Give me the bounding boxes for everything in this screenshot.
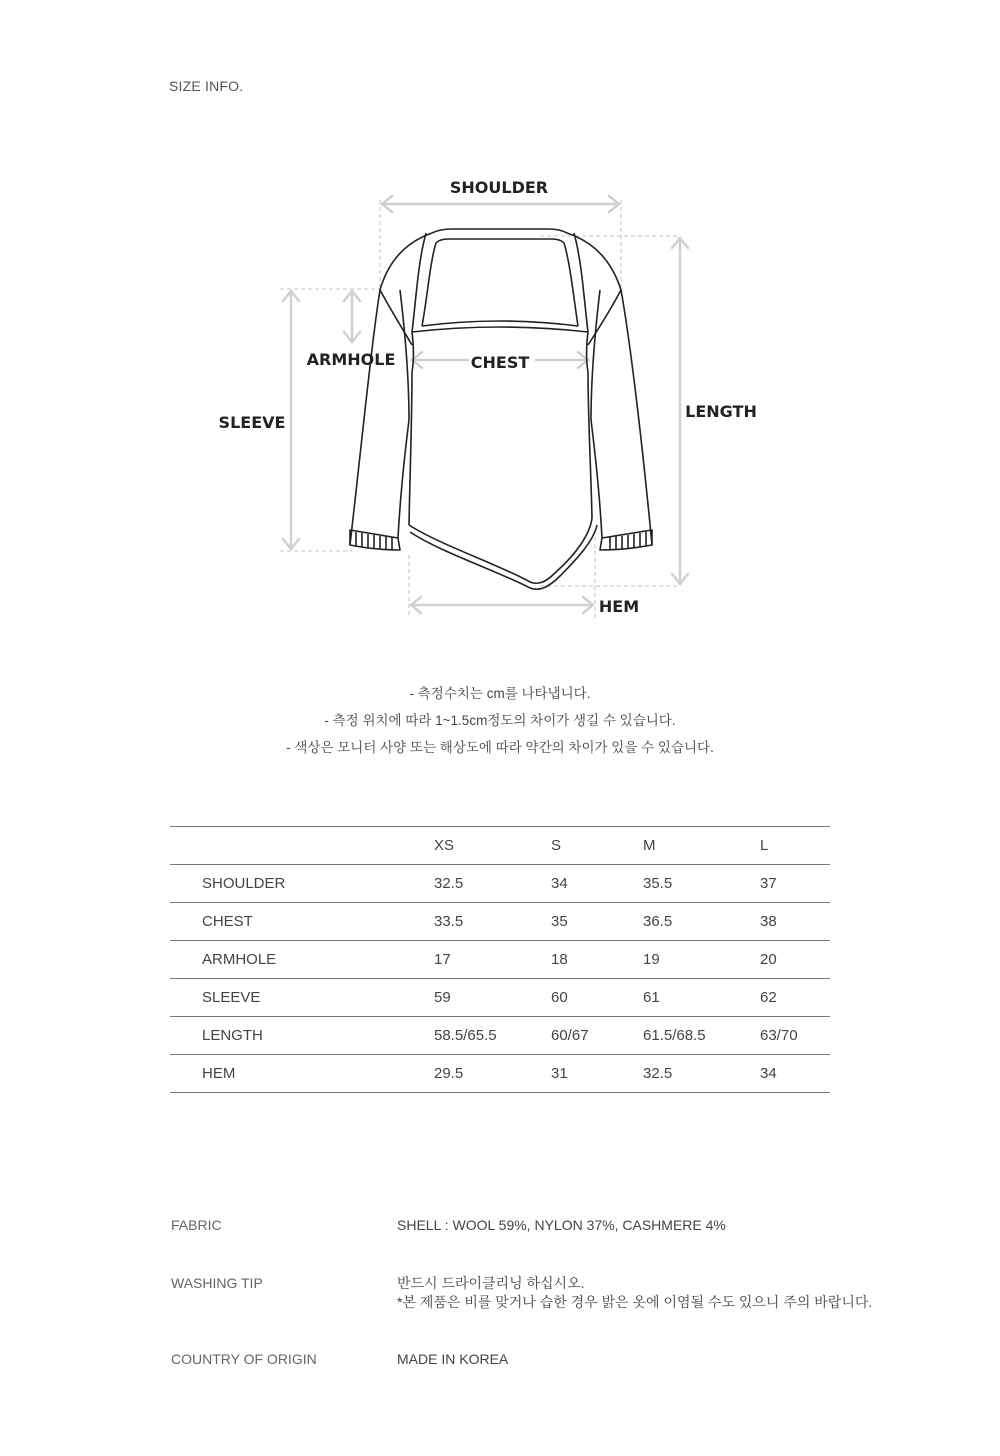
table-cell: 59 [434, 979, 551, 1017]
origin-label: COUNTRY OF ORIGIN [171, 1351, 317, 1367]
table-cell: 31 [551, 1055, 643, 1093]
washing-tip-line-1: 반드시 드라이클리닝 하십시오. [397, 1275, 585, 1291]
armhole-arrow [344, 291, 360, 342]
row-label: SLEEVE [170, 979, 434, 1017]
table-cell: 60 [551, 979, 643, 1017]
guide-lines [280, 200, 680, 618]
section-title: SIZE INFO. [169, 78, 244, 94]
table-cell: 61.5/68.5 [643, 1017, 760, 1055]
table-cell: 37 [760, 865, 830, 903]
header-cell: M [643, 827, 760, 865]
table-row [170, 865, 830, 903]
label-sleeve: SLEEVE [218, 413, 286, 432]
table-cell: 34 [760, 1055, 830, 1093]
header-cell: S [551, 827, 643, 865]
table-cell: 20 [760, 941, 830, 979]
table-cell: 17 [434, 941, 551, 979]
header-cell: L [760, 827, 830, 865]
note-line: - 측정수치는 cm를 나타냅니다. [409, 686, 591, 701]
row-label: SHOULDER [170, 865, 434, 903]
label-chest: CHEST [470, 353, 530, 372]
garment-measurement-diagram [0, 0, 1000, 660]
table-cell: 18 [551, 941, 643, 979]
table-cell: 32.5 [434, 865, 551, 903]
table-cell: 58.5/65.5 [434, 1017, 551, 1055]
table-cell: 35.5 [643, 865, 760, 903]
table-cell: 62 [760, 979, 830, 1017]
table-cell: 29.5 [434, 1055, 551, 1093]
origin-value: MADE IN KOREA [397, 1351, 509, 1367]
fabric-value: SHELL : WOOL 59%, NYLON 37%, CASHMERE 4% [397, 1217, 726, 1233]
table-row [170, 903, 830, 941]
fabric-label: FABRIC [171, 1217, 222, 1233]
table-cell: 63/70 [760, 1017, 830, 1055]
table-row [170, 941, 830, 979]
row-label: CHEST [170, 903, 434, 941]
row-label: LENGTH [170, 1017, 434, 1055]
size-table [170, 826, 830, 1093]
left-cuff [350, 530, 400, 550]
shoulder-arrow [382, 196, 619, 212]
table-cell: 61 [643, 979, 760, 1017]
hem-arrow [411, 597, 593, 613]
table-cell: 34 [551, 865, 643, 903]
table-row [170, 979, 830, 1017]
label-shoulder: SHOULDER [449, 178, 549, 197]
table-row [170, 1055, 830, 1093]
label-hem: HEM [598, 597, 640, 616]
row-label: ARMHOLE [170, 941, 434, 979]
table-cell: 36.5 [643, 903, 760, 941]
washing-tip-label: WASHING TIP [171, 1275, 263, 1291]
header-cell: XS [434, 827, 551, 865]
row-label: HEM [170, 1055, 434, 1093]
table-header-row [170, 827, 830, 865]
table-cell: 33.5 [434, 903, 551, 941]
table-row [170, 1017, 830, 1055]
note-line: - 색상은 모니터 사양 또는 해상도에 따라 약간의 차이가 있을 수 있습니다. [286, 740, 714, 755]
right-cuff [600, 530, 652, 550]
header-cell [170, 827, 434, 865]
washing-tip-line-2: *본 제품은 비를 맞거나 습한 경우 밝은 옷에 이염될 수도 있으니 주의 바랍니다. [397, 1294, 873, 1310]
table-cell: 35 [551, 903, 643, 941]
table-cell: 60/67 [551, 1017, 643, 1055]
table-cell: 19 [643, 941, 760, 979]
measurement-notes [0, 680, 1000, 761]
note-line: - 측정 위치에 따라 1~1.5cm정도의 차이가 생길 수 있습니다. [324, 713, 676, 728]
table-cell: 38 [760, 903, 830, 941]
garment-illustration [350, 229, 652, 589]
label-armhole: ARMHOLE [306, 350, 396, 369]
table-cell: 32.5 [643, 1055, 760, 1093]
label-length: LENGTH [685, 402, 757, 421]
